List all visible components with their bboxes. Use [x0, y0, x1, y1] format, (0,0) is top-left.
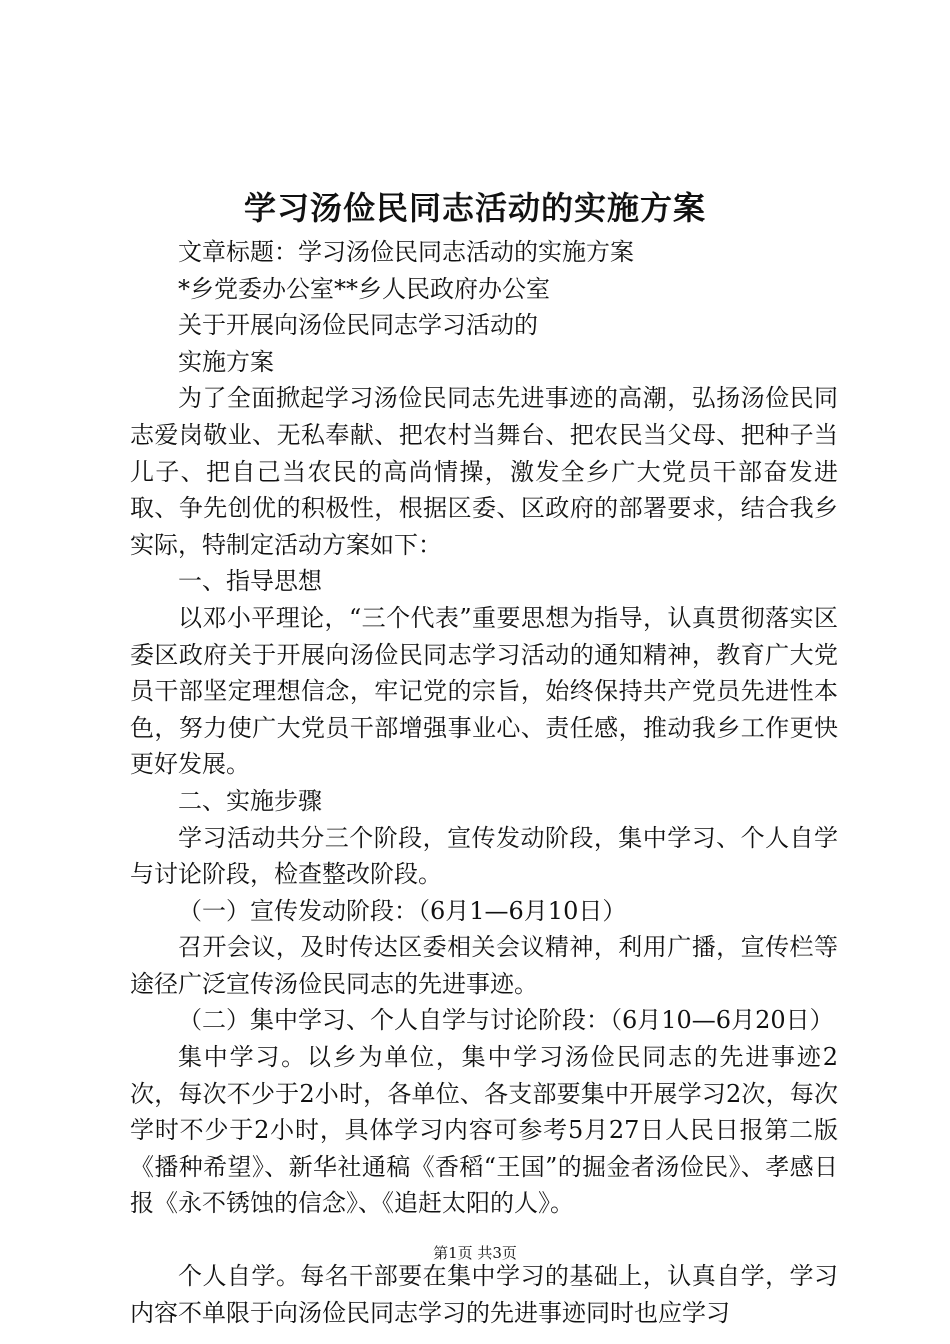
issuer-line: *乡党委办公室**乡人民政府办公室	[178, 274, 550, 303]
stage-one-heading: （一）宣传发动阶段：（6月1—6月10日）	[178, 896, 627, 925]
section-heading-guiding: 一、指导思想	[178, 567, 322, 596]
guiding-paragraph: 以邓小平理论，“三个代表”重要思想为指导，认真贯彻落实区委区政府关于开展向汤俭民同志学习活动的通知精神，教育广大党员干部坚定理想信念，牢记党的宗旨，始终保持共产党员先进性本色，努力使广大党员干部增强事业心、责任感，推动我乡工作更快更好发展。	[130, 603, 838, 779]
document-title: 学习汤俭民同志活动的实施方案	[243, 189, 706, 227]
intro-paragraph: 为了全面掀起学习汤俭民同志先进事迹的高潮，弘扬汤俭民同志爱岗敬业、无私奉献、把农村当舞台、把农民当父母、把种子当儿子、把自己当农民的高尚情操，激发全乡广大党员干部奋发进取、争先创优的积极性，根据区委、区政府的部署要求，结合我乡实际，特制定活动方案如下：	[130, 384, 838, 559]
document-body	[130, 234, 838, 1331]
stage-two-heading: （二）集中学习、个人自学与讨论阶段：（6月10—6月20日）	[178, 1006, 834, 1035]
subtitle-line-1: 关于开展向汤俭民同志学习活动的	[178, 311, 538, 340]
article-title-line: 文章标题：学习汤俭民同志活动的实施方案	[178, 238, 634, 266]
self-study-paragraph: 个人自学。每名干部要在集中学习的基础上，认真自学，学习内容不单限于向汤俭民同志学习的先进事迹同时也应学习	[130, 1262, 838, 1327]
subtitle-line-2: 实施方案	[178, 347, 274, 376]
section-heading-steps: 二、实施步骤	[178, 786, 322, 815]
steps-overview-paragraph: 学习活动共分三个阶段，宣传发动阶段，集中学习、个人自学与讨论阶段，检查整改阶段。	[130, 823, 838, 889]
page-number-footer: 第1页 共3页	[433, 1244, 517, 1262]
group-study-paragraph: 集中学习。以乡为单位，集中学习汤俭民同志的先进事迹2次，每次不少于2小时，各单位、各支部要集中开展学习2次，每次学时不少于2小时，具体学习内容可参考5月27日人民日报第二版《播种希望》、新华社通稿《香稻“王国”的掘金者汤俭民》、孝感日报《永不锈蚀的信念》、《追赶太阳的人》。	[130, 1043, 838, 1218]
stage-one-paragraph: 召开会议，及时传达区委相关会议精神，利用广播，宣传栏等途径广泛宣传汤俭民同志的先进事迹。	[130, 933, 838, 998]
